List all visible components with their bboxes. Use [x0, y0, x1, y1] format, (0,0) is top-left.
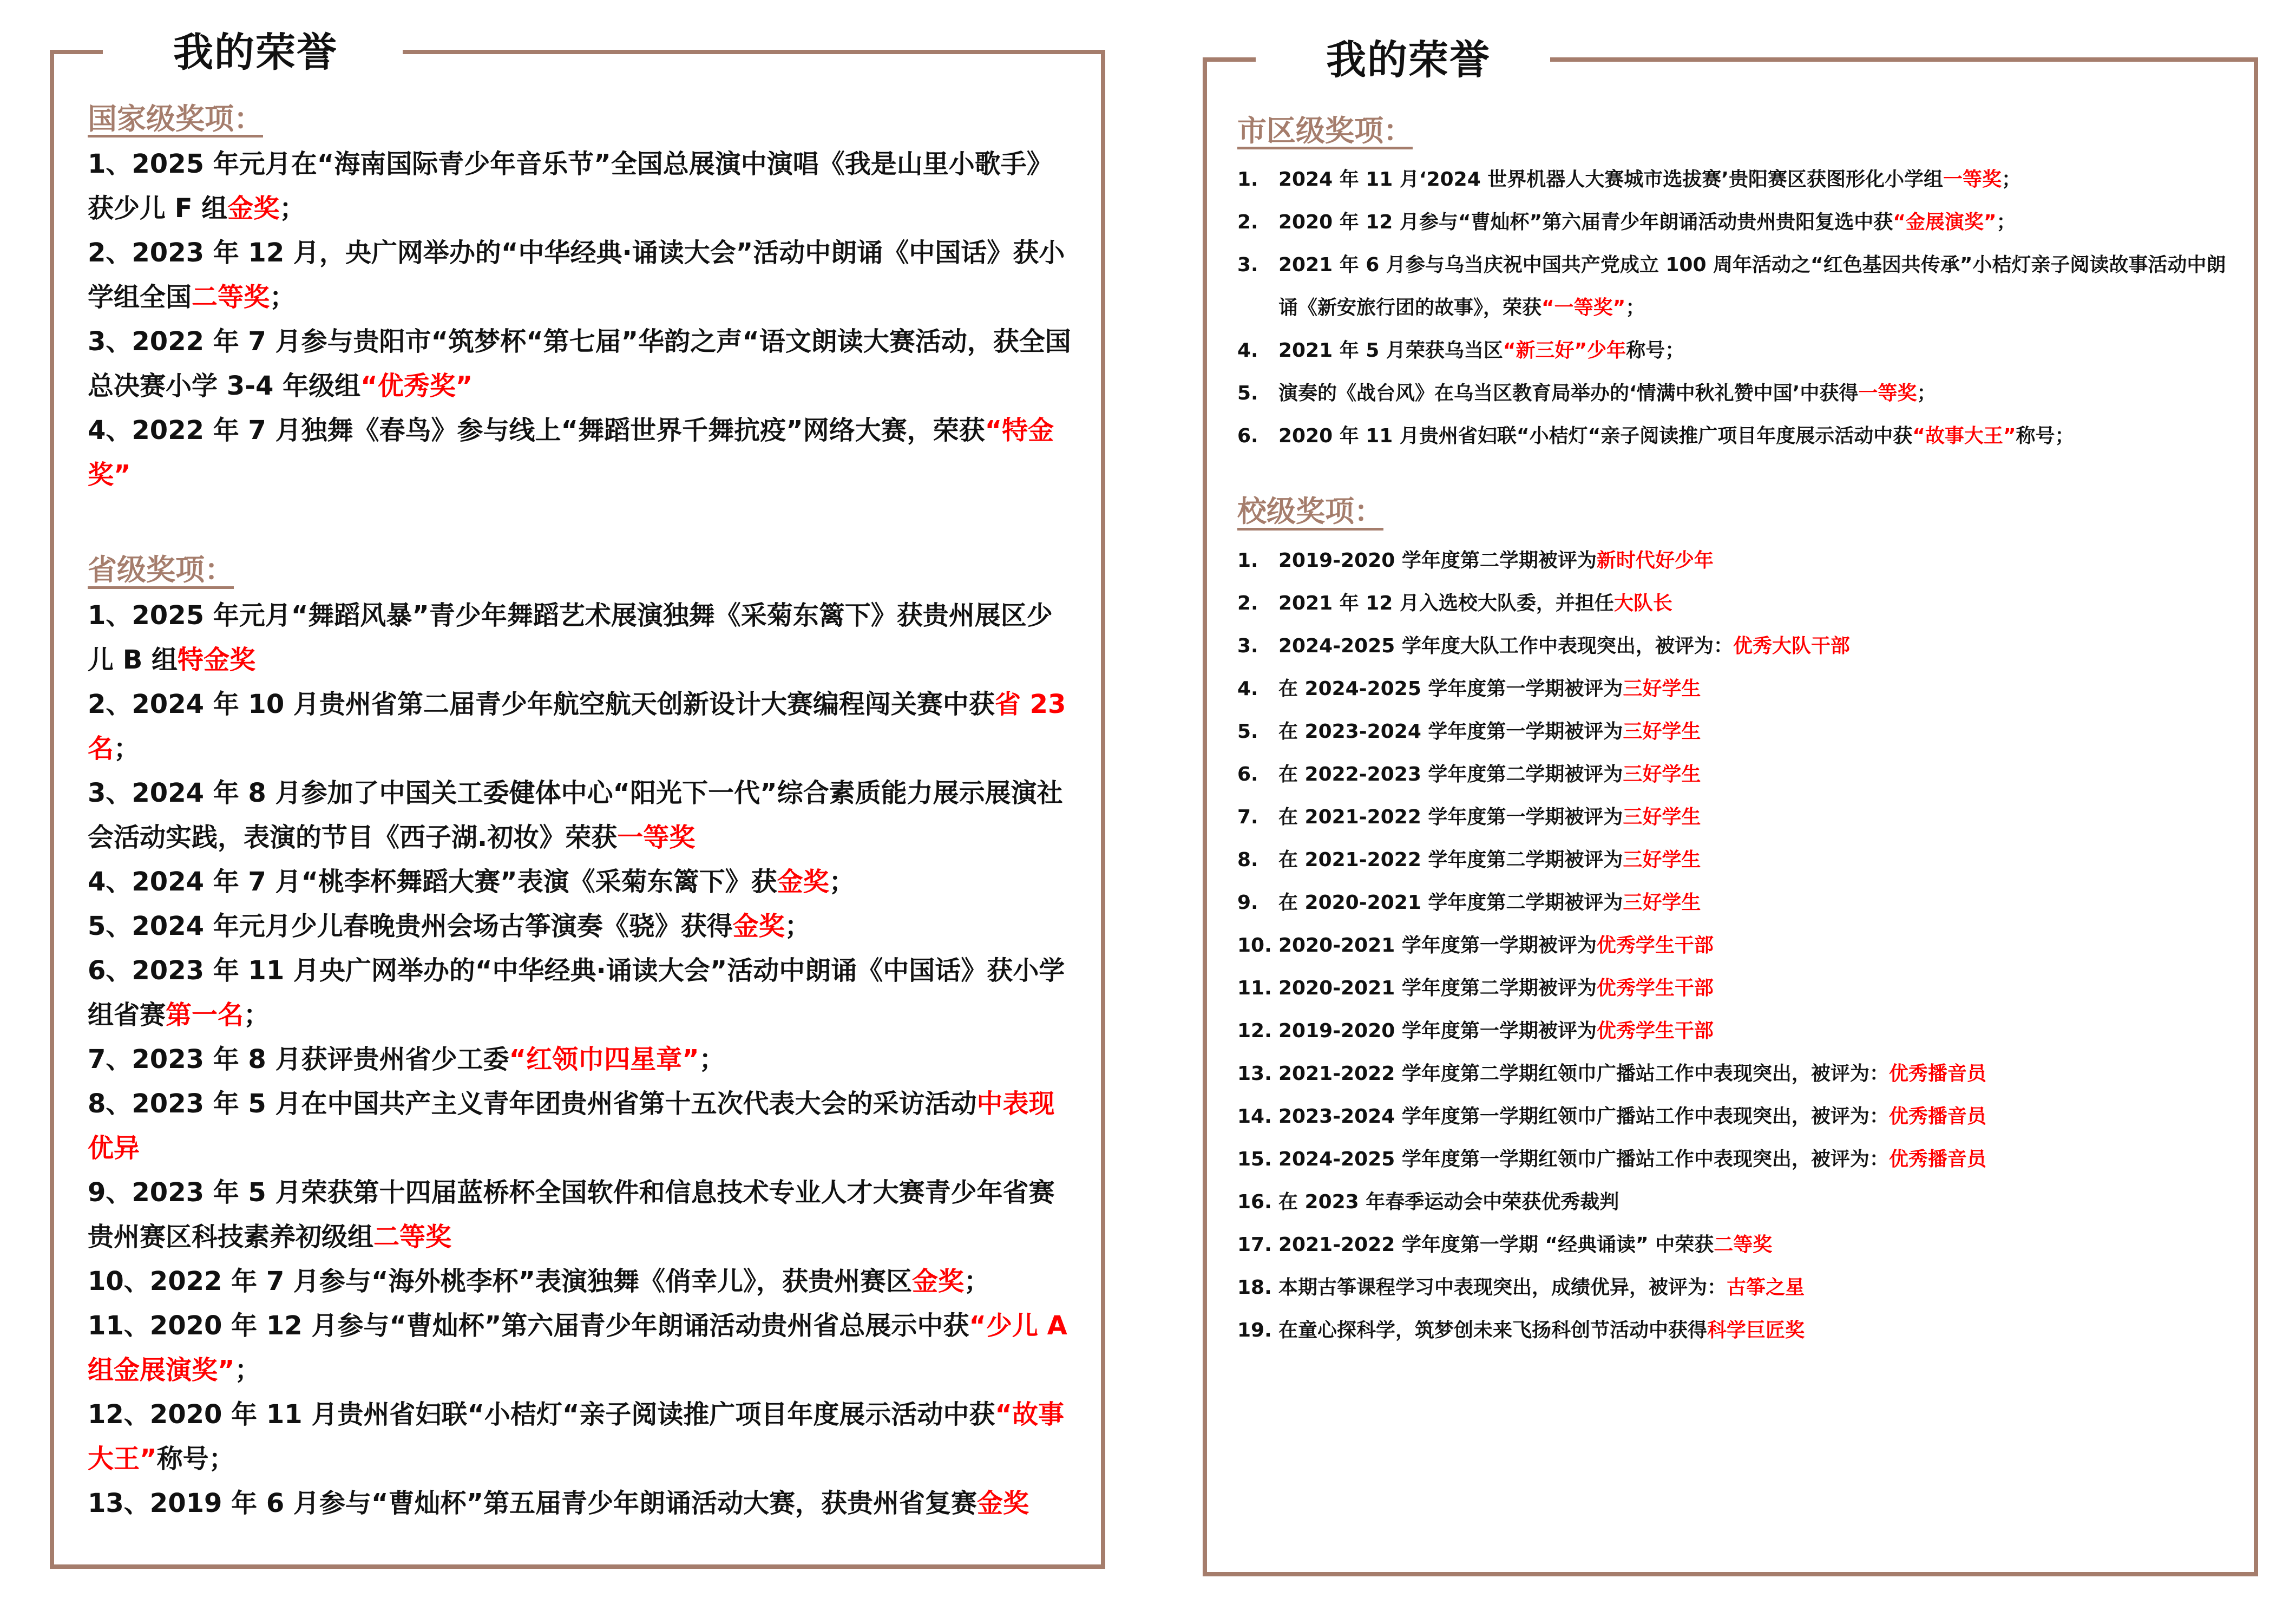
section-heading-school: 校级奖项：	[1237, 495, 1383, 530]
award-text: 2、2024 年 10 月贵州省第二届青少年航空航天创新设计大赛编程闯关赛中获	[88, 689, 995, 719]
item-text	[1278, 1095, 2228, 1138]
item-number: 3.	[1237, 634, 1258, 657]
award-text: 在 2021-2022 学年度第二学期被评为	[1278, 848, 1623, 871]
item-number: 5.	[1237, 382, 1258, 405]
item-text	[1278, 967, 2228, 1010]
award-highlight: 优秀播音员	[1888, 1105, 1986, 1128]
award-highlight: “红领巾四星章”	[509, 1044, 699, 1075]
award-item	[1237, 329, 2228, 372]
award-text: ；	[829, 866, 855, 897]
award-highlight: 金奖	[912, 1266, 965, 1296]
item-text	[1278, 1223, 2228, 1266]
award-text: 在 2020-2021 学年度第二学期被评为	[1278, 891, 1623, 914]
school-awards-list	[1237, 539, 2228, 1352]
award-text: 2024 年 11 月‘2024 世界机器人大赛城市选拔赛’贵阳赛区获图形化小学组	[1278, 168, 1943, 191]
award-highlight: “金展演奖”	[1893, 211, 1997, 234]
award-item	[88, 1037, 1073, 1082]
award-text: 1、2025 年元月“舞蹈风暴”青少年舞蹈艺术展演独舞《采菊东篱下》获贵州展区少儿 B 组	[88, 600, 1053, 675]
award-text: 13、2019 年 6 月参与“曹灿杯”第五届青少年朗诵活动大赛，获贵州省复赛	[88, 1488, 978, 1518]
item-number: 14.	[1237, 1105, 1272, 1128]
award-text: 4、2024 年 7 月“桃李杯舞蹈大赛”表演《采菊东篱下》获	[88, 866, 777, 897]
award-highlight: 三好学生	[1623, 848, 1701, 871]
item-text	[1278, 796, 2228, 839]
award-highlight: 二等奖	[1714, 1233, 1773, 1256]
award-text: 8、2023 年 5 月在中国共产主义青年团贵州省第十五次代表大会的采访活动	[88, 1088, 977, 1119]
item-text	[1278, 667, 2228, 710]
award-highlight: “少儿 A 组金展演奖”	[88, 1310, 1067, 1385]
item-number: 8.	[1237, 848, 1258, 871]
award-text: 2020-2021 学年度第一学期被评为	[1278, 934, 1597, 957]
item-text	[1278, 1309, 2228, 1352]
award-text: 1、2025 年元月在“海南国际青少年音乐节”全国总展演中演唱《我是山里小歌手》获少儿 F 组	[88, 149, 1053, 224]
item-number: 19.	[1237, 1319, 1272, 1341]
section-heading-city: 市区级奖项：	[1237, 115, 1413, 149]
award-item	[88, 408, 1073, 497]
award-highlight: 金奖	[977, 1488, 1029, 1518]
award-item	[1237, 1138, 2228, 1181]
award-highlight: 优秀学生干部	[1596, 934, 1714, 957]
award-text: 称号；	[1626, 339, 1685, 362]
award-text: ；	[114, 733, 140, 764]
item-text	[1278, 625, 2228, 667]
item-text	[1278, 1138, 2228, 1181]
award-text: 2023-2024 学年度第一学期红领巾广播站工作中表现突出，被评为：	[1278, 1105, 1889, 1128]
award-highlight: 三好学生	[1623, 891, 1701, 914]
award-text: 2024-2025 学年度第一学期红领巾广播站工作中表现突出，被评为：	[1278, 1148, 1889, 1170]
award-text: 2021-2022 学年度第二学期红领巾广播站工作中表现突出，被评为：	[1278, 1062, 1889, 1085]
item-number: 6.	[1237, 425, 1258, 448]
award-text: 2019-2020 学年度第一学期被评为	[1278, 1019, 1597, 1042]
award-text: 12、2020 年 11 月贵州省妇联“小桔灯“亲子阅读推广项目年度展示活动中获	[88, 1399, 995, 1430]
award-item	[88, 904, 1073, 948]
item-text	[1278, 753, 2228, 796]
item-number: 18.	[1237, 1276, 1272, 1299]
award-item	[1237, 1052, 2228, 1095]
award-highlight: 金奖	[777, 866, 829, 897]
award-item	[88, 1481, 1073, 1525]
award-item	[1237, 625, 2228, 667]
award-item	[1237, 967, 2228, 1010]
panel-title: 我的荣誉	[103, 23, 403, 82]
award-highlight: 金奖	[732, 911, 785, 941]
award-text: 11、2020 年 12 月参与“曹灿杯”第六届青少年朗诵活动贵州省总展示中获	[88, 1310, 969, 1341]
award-item	[1237, 415, 2228, 457]
city-awards-list	[1237, 158, 2228, 457]
item-text	[1278, 244, 2228, 329]
item-text	[1278, 839, 2228, 881]
item-number: 6.	[1237, 763, 1258, 785]
award-item	[1237, 1095, 2228, 1138]
award-text: ；	[1996, 211, 2016, 234]
item-text	[1278, 158, 2228, 201]
award-item	[1237, 924, 2228, 967]
award-highlight: 金奖	[227, 193, 280, 224]
award-highlight: 新时代好少年	[1596, 549, 1714, 572]
award-item	[88, 1304, 1073, 1392]
award-item	[1237, 881, 2228, 924]
award-text: ；	[699, 1044, 725, 1075]
award-highlight: 古筝之星	[1727, 1276, 1805, 1299]
section-heading-provincial: 省级奖项：	[88, 554, 234, 588]
award-item	[1237, 1181, 2228, 1223]
panel-title: 我的荣誉	[1256, 30, 1550, 90]
award-text: 在 2023-2024 学年度第一学期被评为	[1278, 720, 1623, 743]
award-item	[1237, 1223, 2228, 1266]
award-item	[1237, 667, 2228, 710]
item-number: 12.	[1237, 1019, 1272, 1042]
award-text: 10、2022 年 7 月参与“海外桃李杯”表演独舞《俏幸儿》，获贵州赛区	[88, 1266, 913, 1296]
award-text: ；	[2002, 168, 2022, 191]
award-text: 在童心探科学，筑梦创未来飞扬科创节活动中获得	[1278, 1319, 1708, 1341]
section-heading-national: 国家级奖项：	[88, 103, 263, 137]
award-highlight: 省 23 名	[88, 689, 1066, 764]
item-number: 17.	[1237, 1233, 1272, 1256]
item-number: 13.	[1237, 1062, 1272, 1085]
award-item	[1237, 244, 2228, 329]
award-text: 5、2024 年元月少儿春晚贵州会场古筝演奏《骁》获得	[88, 911, 733, 941]
award-item	[88, 1170, 1073, 1259]
award-highlight: 二等奖	[373, 1221, 452, 1252]
award-text: ；	[270, 282, 296, 313]
award-text: 在 2023 年春季运动会中荣获优秀裁判	[1278, 1190, 1619, 1213]
award-highlight: 一等奖	[1943, 168, 2002, 191]
item-number: 2.	[1237, 592, 1258, 614]
award-highlight: 三好学生	[1623, 720, 1701, 743]
item-number: 4.	[1237, 339, 1258, 362]
award-text: 演奏的《战台风》在乌当区教育局举办的‘情满中秋礼赞中国’中获得	[1278, 382, 1859, 405]
item-number: 2.	[1237, 211, 1258, 234]
award-text: 在 2021-2022 学年度第一学期被评为	[1278, 806, 1623, 828]
award-text: 4、2022 年 7 月独舞《春鸟》参与线上“舞蹈世界千舞抗疫”网络大赛，荣获	[88, 415, 985, 446]
award-item	[1237, 539, 2228, 582]
award-item	[1237, 839, 2228, 881]
award-item	[88, 1392, 1073, 1481]
item-number: 9.	[1237, 891, 1258, 914]
award-text: 2021 年 12 月入选校大队委，并担任	[1278, 592, 1614, 614]
award-text: 6、2023 年 11 月央广网举办的“中华经典·诵读大会”活动中朗诵《中国话》获小学组省赛	[88, 955, 1065, 1030]
award-item	[1237, 1010, 2228, 1052]
item-number: 5.	[1237, 720, 1258, 743]
item-text	[1278, 372, 2228, 415]
award-highlight: “新三好”少年	[1503, 339, 1626, 362]
item-number: 11.	[1237, 977, 1272, 999]
award-highlight: 优秀学生干部	[1596, 977, 1714, 999]
award-highlight: 一等奖	[1858, 382, 1917, 405]
award-item	[88, 319, 1073, 408]
award-highlight: 优秀播音员	[1888, 1062, 1986, 1085]
award-text: ；	[234, 1354, 261, 1385]
award-highlight: 三好学生	[1623, 763, 1701, 785]
item-text	[1278, 1010, 2228, 1052]
award-item	[1237, 796, 2228, 839]
item-number: 1.	[1237, 168, 1258, 191]
item-number: 15.	[1237, 1148, 1272, 1170]
item-number: 1.	[1237, 549, 1258, 572]
item-text	[1278, 329, 2228, 372]
item-text	[1278, 539, 2228, 582]
award-text: 2020-2021 学年度第二学期被评为	[1278, 977, 1597, 999]
award-text: ；	[244, 999, 270, 1030]
award-text: 2021-2022 学年度第一学期 “经典诵读” 中荣获	[1278, 1233, 1714, 1256]
item-text	[1278, 582, 2228, 625]
award-item	[88, 1082, 1073, 1170]
award-text: 称号；	[2016, 425, 2075, 448]
item-text	[1278, 1052, 2228, 1095]
item-text	[1278, 710, 2228, 753]
award-highlight: “故事大王”	[88, 1399, 1064, 1474]
award-item	[1237, 710, 2228, 753]
item-text	[1278, 924, 2228, 967]
award-highlight: 科学巨匠奖	[1707, 1319, 1805, 1341]
award-text: ；	[1917, 382, 1937, 405]
item-text	[1278, 415, 2228, 457]
honors-panel-right	[1203, 37, 2258, 1576]
award-text: 称号；	[156, 1443, 235, 1474]
award-item	[88, 1259, 1073, 1304]
award-text: ；	[784, 911, 811, 941]
award-item	[88, 860, 1073, 904]
award-text: 本期古筝课程学习中表现突出，成绩优异，被评为：	[1278, 1276, 1727, 1299]
award-text: 2021 年 6 月参与乌当庆祝中国共产党成立 100 周年活动之“红色基因共传承”小桔灯亲子阅读故事活动中朗诵《新安旅行团的故事》，荣获	[1278, 254, 2226, 319]
award-highlight: 三好学生	[1623, 806, 1701, 828]
award-item	[1237, 753, 2228, 796]
item-number: 3.	[1237, 254, 1258, 277]
award-highlight: 优秀大队干部	[1733, 634, 1850, 657]
item-number: 7.	[1237, 806, 1258, 828]
award-item	[88, 593, 1073, 682]
honors-panel-left	[50, 29, 1105, 1569]
award-highlight: “优秀奖”	[360, 371, 473, 402]
award-item	[88, 771, 1073, 860]
award-item	[1237, 158, 2228, 201]
award-highlight: “一等奖”	[1541, 297, 1626, 319]
award-item	[88, 682, 1073, 771]
award-text: 3、2022 年 7 月参与贵阳市“筑梦杯“第七届”华韵之声“语文朗读大赛活动，获全国总决赛小学 3-4 年级组	[88, 326, 1071, 402]
award-item	[1237, 1266, 2228, 1309]
provincial-awards-list	[88, 593, 1073, 1525]
award-text: 在 2022-2023 学年度第二学期被评为	[1278, 763, 1623, 785]
award-text: 2024-2025 学年度大队工作中表现突出，被评为：	[1278, 634, 1733, 657]
award-highlight: 优秀学生干部	[1596, 1019, 1714, 1042]
award-highlight: “特金奖”	[88, 415, 1054, 490]
award-highlight: 二等奖	[192, 282, 270, 313]
item-number: 16.	[1237, 1190, 1272, 1213]
award-text: 3、2024 年 8 月参加了中国关工委健体中心“阳光下一代”综合素质能力展示展演社会活动实践，表演的节目《西子湖.初妆》荣获	[88, 777, 1063, 853]
item-text	[1278, 1266, 2228, 1309]
award-highlight: 特金奖	[178, 644, 256, 675]
award-highlight: 一等奖	[617, 822, 696, 853]
item-text	[1278, 201, 2228, 244]
award-text: 2、2023 年 12 月，央广网举办的“中华经典·诵读大会”活动中朗诵《中国话》获小学组全国	[88, 238, 1065, 313]
award-item	[1237, 1309, 2228, 1352]
award-item	[1237, 372, 2228, 415]
award-text: 7、2023 年 8 月获评贵州省少工委	[88, 1044, 509, 1075]
item-number: 4.	[1237, 677, 1258, 700]
award-text: 2021 年 5 月荣获乌当区	[1278, 339, 1503, 362]
award-text: ；	[279, 193, 306, 224]
item-text	[1278, 1181, 2228, 1223]
national-awards-list	[88, 142, 1073, 497]
award-text: 9、2023 年 5 月荣获第十四届蓝桥杯全国软件和信息技术专业人才大赛青少年省赛贵州赛区科技素养初级组	[88, 1177, 1055, 1252]
award-text: ；	[964, 1266, 990, 1296]
award-highlight: 三好学生	[1623, 677, 1701, 700]
award-text: 2020 年 12 月参与“曹灿杯”第六届青少年朗诵活动贵州贵阳复选中获	[1278, 211, 1893, 234]
award-item	[88, 142, 1073, 231]
award-item	[88, 948, 1073, 1037]
award-highlight: “故事大王”	[1912, 425, 2016, 448]
award-text: 2020 年 11 月贵州省妇联“小桔灯“亲子阅读推广项目年度展示活动中获	[1278, 425, 1913, 448]
award-item	[1237, 582, 2228, 625]
award-highlight: 大队长	[1613, 592, 1672, 614]
award-text: 2019-2020 学年度第二学期被评为	[1278, 549, 1597, 572]
award-item	[1237, 201, 2228, 244]
award-highlight: 中表现优异	[88, 1088, 1055, 1163]
award-item	[88, 231, 1073, 319]
award-text: ；	[1625, 297, 1645, 319]
award-text: 在 2024-2025 学年度第一学期被评为	[1278, 677, 1623, 700]
award-highlight: 第一名	[166, 999, 244, 1030]
award-highlight: 优秀播音员	[1888, 1148, 1986, 1170]
item-number: 10.	[1237, 934, 1272, 957]
item-text	[1278, 881, 2228, 924]
